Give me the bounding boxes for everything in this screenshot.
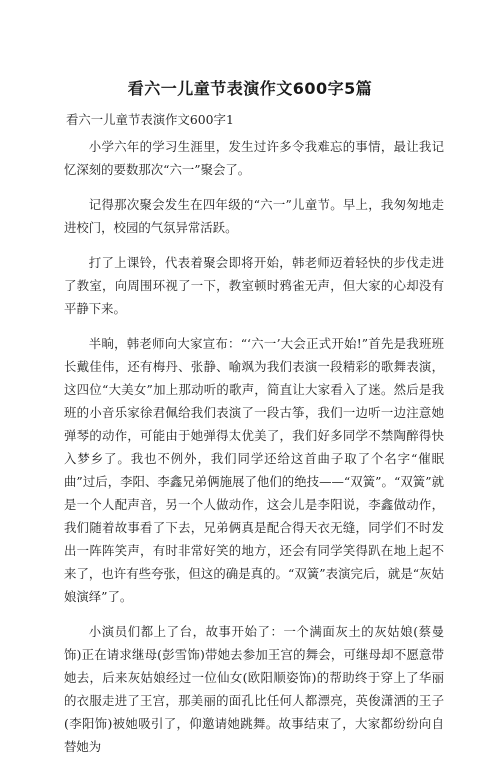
paragraph: 记得那次聚会发生在四年级的“六一”儿童节。早上，我匆匆地走进校门，校园的气氛异常活跃。 [64, 197, 444, 235]
document-title: 看六一儿童节表演作文600字5篇 [127, 79, 373, 98]
paragraph: 小演员们都上了台，故事开始了：一个满面灰土的灰姑娘(蔡曼饰)正在请求继母(彭雪饰)带她去参加王宫的舞会，可继母却不愿意带她去，后来灰姑娘经过一位仙女(欧阳顺姿饰)的帮助终于穿上了华丽的衣服走进了王宫，那美丽的面孔比任何人都漂亮，英俊潇洒的王子(李阳饰)被她吸引了，仰邀请她跳舞。故事结束了，大家都纷纷向自替她为 [64, 624, 444, 754]
document-body [64, 108, 444, 758]
section-subtitle: 看六一儿童节表演作文600字1 [66, 112, 234, 127]
paragraph: 小学六年的学习生涯里，发生过许多令我难忘的事情，最让我记忆深刻的要数那次“六一”聚会了。 [64, 139, 444, 177]
paragraph: 半晌，韩老师向大家宣布：“‘六一’大会正式开始!”首先是我班班长戴佳伟，还有梅丹、张静、喻飒为我们表演一段精彩的歌舞表演，这四位“大美女”加上那动听的歌声，简直让大家看入了迷。然后是我班的小音乐家徐君佩给我们表演了一段古筝，我们一边听一边注意她弹琴的动作，可能由于她弹得太优美了，我们好多同学不禁陶醉得快入梦乡了。我也不例外，我们同学还给这首曲子取了个名字“催眠曲”过后，李阳、李鑫兄弟俩施展了他们的绝技——“双簧”。“双簧”就是一个人配声音，另一个人做动作，这会儿是李阳说，李鑫做动作，我们随着故事看了下去，兄弟俩真是配合得天衣无缝，同学们不时发出一阵阵笑声，有时非常好笑的地方，还会有同学笑得趴在地上起不来了，也许有些夸张，但这的确是真的。“双簧”表演完后，就是“灰姑娘演绎”了。 [64, 336, 444, 604]
paragraph: 打了上课铃，代表着聚会即将开始，韩老师迈着轻快的步伐走进了教室，向周围环视了一下，教室顿时鸦雀无声，但大家的心却没有平静下来。 [64, 255, 444, 316]
